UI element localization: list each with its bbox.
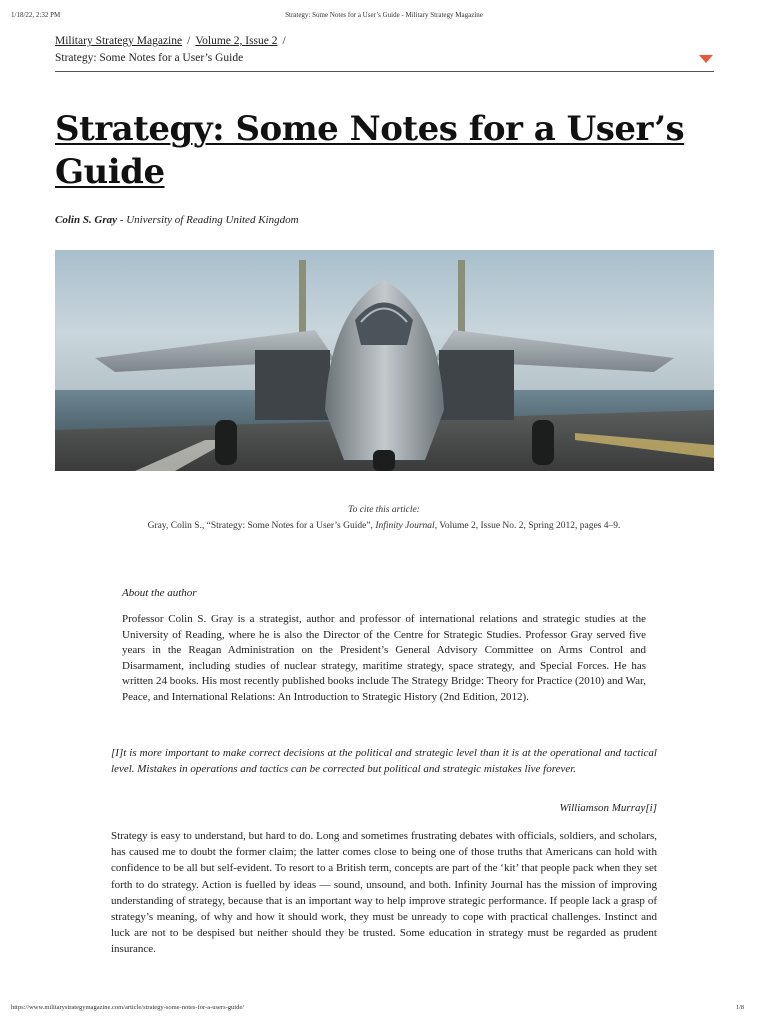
breadcrumb-issue-link[interactable]: Volume 2, Issue 2 bbox=[195, 35, 278, 47]
print-doc-title: Strategy: Some Notes for a User’s Guide - Military Strategy Magazine bbox=[285, 11, 483, 19]
fighter-jet-illustration bbox=[55, 250, 714, 471]
author-name[interactable]: Colin S. Gray bbox=[55, 214, 118, 226]
hero-image bbox=[55, 250, 714, 471]
cite-post: , Volume 2, Issue No. 2, Spring 2012, pages 4–9. bbox=[434, 521, 621, 531]
breadcrumb-separator: / bbox=[282, 35, 286, 47]
breadcrumb-divider bbox=[55, 71, 714, 72]
breadcrumb bbox=[55, 35, 714, 68]
about-heading: About the author bbox=[122, 587, 197, 599]
print-header bbox=[0, 11, 768, 23]
cite-label: To cite this article: bbox=[348, 505, 420, 515]
about-author bbox=[122, 586, 646, 706]
breadcrumb-site-link[interactable]: Military Strategy Magazine bbox=[55, 35, 183, 47]
article-title: Strategy: Some Notes for a User’s Guide bbox=[55, 109, 685, 192]
epigraph-quote: [I]t is more important to make correct decisions at the political and strategic level than it is at the operational and tactical level. Mistakes in operations and tactics can be corrected but political and strategic mistakes live forever. bbox=[111, 747, 657, 775]
print-url: https://www.militarystrategymagazine.com/article/strategy-some-notes-for-a-users-guide/ bbox=[11, 1004, 245, 1011]
byline-separator: - bbox=[117, 214, 127, 226]
cite-text bbox=[120, 518, 648, 534]
cite-journal: Infinity Journal bbox=[375, 521, 435, 531]
body-paragraph: Strategy is easy to understand, but hard to do. Long and sometimes frustrating debates with officials, soldiers, and scholars, has caused me to doubt the former claim; the latter comes close to being one of those truths that Americans can hold with confidence to be all but self-evident. To resort to a British term, concepts are part of the ‘kit’ that people pack when they set forth to do strategy. Action is fuelled by ideas — sound, unsound, and both. Infinity Journal has the mission of improving understanding of strategy, because that is an important way to help improve strategic performance. If people lack a grasp of strategy’s meaning, of why and how it should work, they must be unready to cope with practical challenges. Instinct and luck are not to be despised but neither should they be trusted. Some education in strategy must be regarded as prudent insurance. bbox=[111, 830, 657, 956]
caret-down-icon[interactable] bbox=[699, 55, 713, 63]
print-page-number: 1/8 bbox=[735, 1004, 744, 1011]
byline bbox=[55, 214, 299, 226]
cite-pre: Gray, Colin S., “Strategy: Some Notes for a User’s Guide”, bbox=[147, 521, 376, 531]
author-affiliation: University of Reading United Kingdom bbox=[126, 214, 299, 226]
breadcrumb-current: Strategy: Some Notes for a User’s Guide bbox=[55, 52, 244, 64]
print-datetime: 1/18/22, 2:32 PM bbox=[11, 11, 61, 19]
about-body: Professor Colin S. Gray is a strategist, author and professor of international relations and strategic studies at the University of Reading, where he is also the Director of the Centre for Strategic Studies. Professor Gray served five years in the Reagan Administration on the President’s General Advisory Committee on Arms Control and Disarmament, including studies of nuclear strategy, maritime strategy, space strategy, and Special Forces. He has written 24 books. His most recently published books include The Strategy Bridge: Theory for Practice (2010) and War, Peace, and International Relations: An Introduction to Strategic History (2nd Edition, 2012). bbox=[122, 613, 646, 703]
citation bbox=[120, 502, 648, 534]
breadcrumb-separator: / bbox=[187, 35, 191, 47]
epigraph-attribution[interactable]: Williamson Murray[i] bbox=[559, 802, 657, 814]
